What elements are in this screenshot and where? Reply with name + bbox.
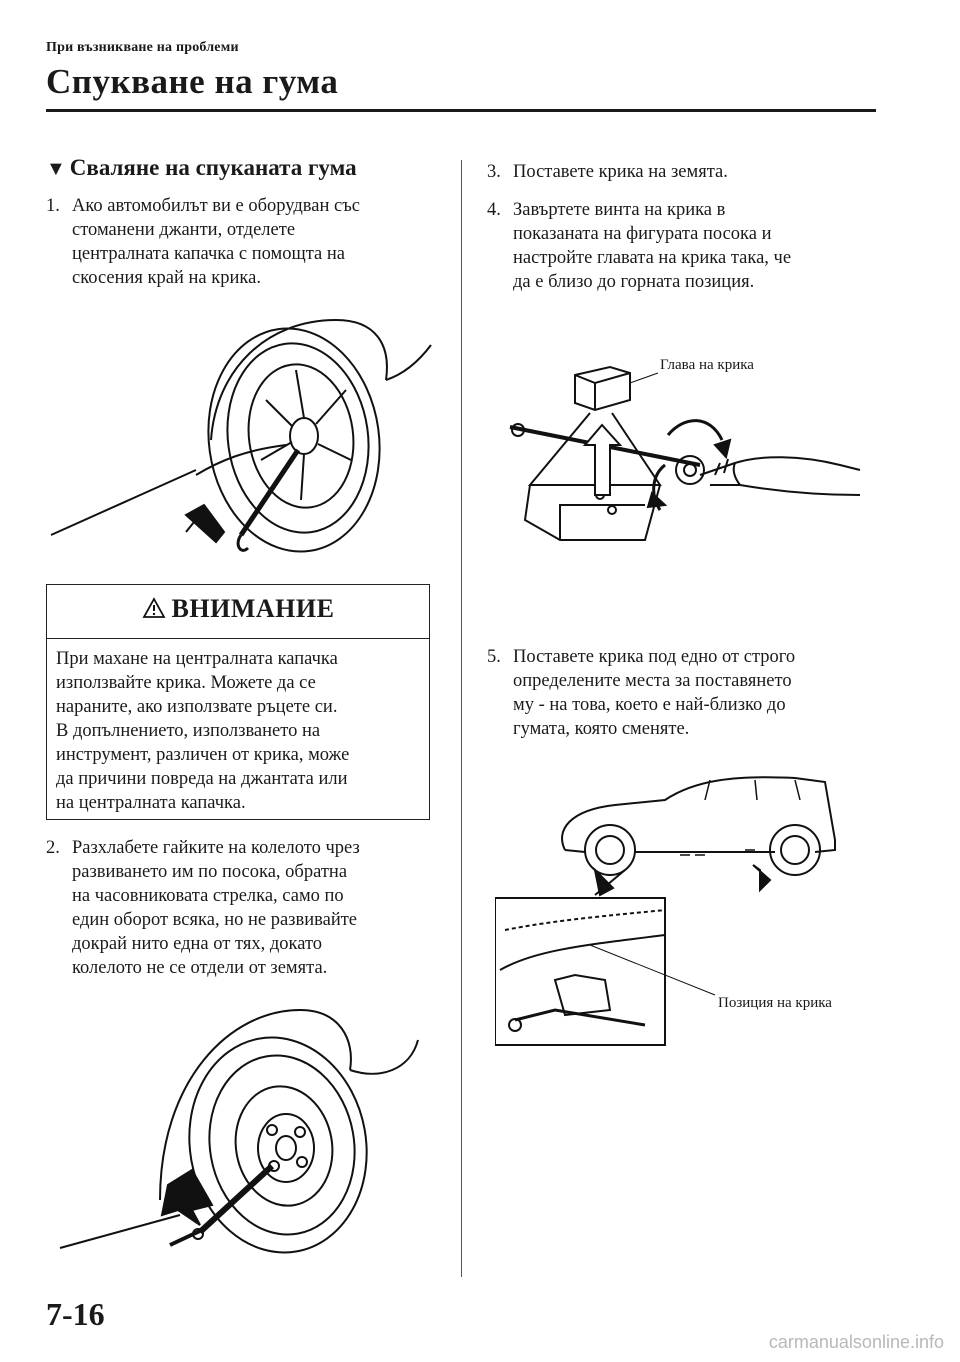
caution-line: При махане на централната капачка <box>56 649 338 669</box>
caution-line: инструмент, различен от крика, може <box>56 745 350 765</box>
step-line: един оборот всяка, но не развивайте <box>72 910 358 930</box>
step-line: на часовниковата стрелка, само по <box>72 886 344 906</box>
breadcrumb: При възникване на проблеми <box>46 40 239 55</box>
step-line: Поставете крика под едно от строго <box>513 647 796 667</box>
caution-line: да причини повреда на джантата или <box>56 769 348 789</box>
step-line: показаната на фигурата посока и <box>513 224 772 244</box>
step-number: 3. <box>487 162 501 182</box>
step-line: колелото не се отдели от земята. <box>72 958 328 978</box>
column-divider <box>461 160 462 1277</box>
step-line: развиването им по посока, обратна <box>72 862 348 882</box>
caution-box <box>46 584 430 820</box>
triangle-marker-icon: ▼ <box>46 158 66 180</box>
step-line: гумата, която сменяте. <box>513 719 690 739</box>
step-text <box>513 160 728 184</box>
page-number: 7-16 <box>46 1296 105 1332</box>
caution-line: използвайте крика. Можете да се <box>56 673 316 693</box>
step-line: централната капачка с помощта на <box>72 244 345 264</box>
caution-line: нараните, ако използвате ръцете си. <box>56 697 338 717</box>
title-rule <box>46 109 876 112</box>
caution-line: В допълнението, използването на <box>56 721 321 741</box>
scissor-jack-illustration <box>500 345 880 560</box>
jack-position-label: Позиция на крика <box>718 995 832 1011</box>
step-number: 1. <box>46 196 60 216</box>
step-text <box>72 194 360 290</box>
watermark: carmanualsonline.info <box>768 1332 944 1352</box>
step-line: му - на това, което е най-близко до <box>513 695 786 715</box>
step-line: Разхлабете гайките на колелото чрез <box>72 838 360 858</box>
step-text <box>513 198 791 294</box>
caution-title: ВНИМАНИЕ <box>171 594 335 623</box>
jack-head-label: Глава на крика <box>660 357 754 373</box>
caution-text <box>56 647 349 815</box>
caution-heading <box>47 594 429 624</box>
step-line: Завъртете винта на крика в <box>513 200 726 220</box>
step-line: Поставете крика на земята. <box>513 162 728 182</box>
warning-triangle-icon <box>142 597 166 619</box>
step-line: настройте главата на крика така, че <box>513 248 792 268</box>
lug-nut-loosening-illustration <box>50 1000 440 1260</box>
page-title: Спукване на гума <box>46 62 339 101</box>
step-number: 2. <box>46 838 60 858</box>
caution-header <box>47 585 429 639</box>
step-line: докрай нито една от тях, докато <box>72 934 323 954</box>
section-heading <box>46 155 357 181</box>
step-line: определените места за поставянето <box>513 671 792 691</box>
step-text <box>72 836 360 980</box>
step-line: стоманени джанти, отделете <box>72 220 296 240</box>
step-line: Ако автомобилът ви е оборудван със <box>72 196 361 216</box>
step-line: да е близо до горната позиция. <box>513 272 755 292</box>
section-title: Сваляне на спуканата гума <box>69 155 357 180</box>
step-number: 5. <box>487 647 501 667</box>
step-line: скосения край на крика. <box>72 268 261 288</box>
step-text <box>513 645 795 741</box>
caution-line: на централната капачка. <box>56 793 246 813</box>
hubcap-removal-illustration <box>46 310 436 570</box>
step-number: 4. <box>487 200 501 220</box>
